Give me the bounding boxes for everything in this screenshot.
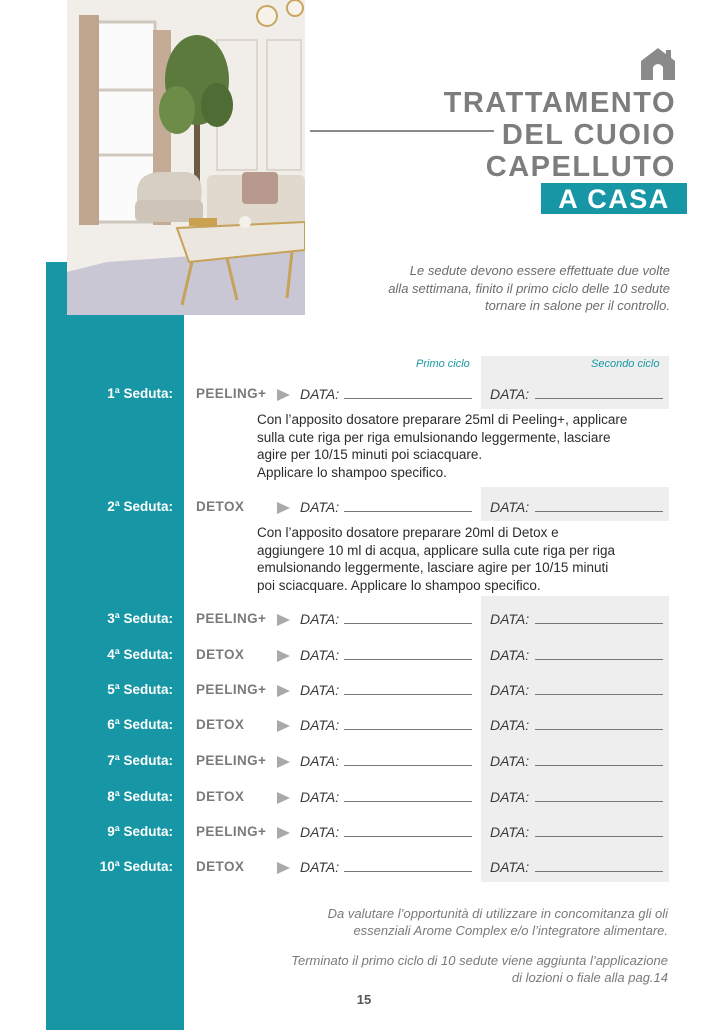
arrow-right-icon [277, 389, 290, 401]
instruction-line: Con l’apposito dosatore preparare 25ml di Peeling+, applicare [257, 412, 628, 427]
home-icon [640, 47, 676, 81]
footer-note-lotions [228, 952, 668, 986]
arrow-right-icon [277, 685, 290, 697]
date-label-second: DATA: [490, 789, 530, 805]
date-field-first[interactable] [344, 659, 472, 660]
session-product: PEELING+ [196, 386, 267, 401]
session-row [0, 750, 728, 772]
date-label-first: DATA: [300, 682, 340, 698]
date-field-first[interactable] [344, 623, 472, 624]
date-label-second: DATA: [490, 499, 530, 515]
date-field-second[interactable] [535, 836, 663, 837]
title-rule [310, 130, 494, 132]
intro-line: Le sedute devono essere effettuate due volte [409, 263, 670, 278]
date-field-first[interactable] [344, 729, 472, 730]
session-label: 4ª Seduta: [107, 647, 173, 662]
date-field-second[interactable] [535, 801, 663, 802]
date-label-second: DATA: [490, 682, 530, 698]
session-row [0, 714, 728, 736]
date-field-second[interactable] [535, 694, 663, 695]
session-label: 3ª Seduta: [107, 611, 173, 626]
session-row [0, 786, 728, 808]
date-label-second: DATA: [490, 717, 530, 733]
date-label-first: DATA: [300, 611, 340, 627]
intro-line: tornare in salone per il controllo. [485, 298, 670, 313]
session-label: 9ª Seduta: [107, 824, 173, 839]
instruction-line: agire per 10/15 minuti poi sciacquare. [257, 447, 483, 462]
instruction-line: sulla cute riga per riga emulsionando leggermente, lasciare [257, 429, 611, 445]
session-row [0, 821, 728, 843]
peeling-instructions [257, 411, 677, 481]
session-label: 10ª Seduta: [99, 859, 173, 874]
column-header-second-cycle: Secondo ciclo [591, 358, 660, 370]
date-field-first[interactable] [344, 765, 472, 766]
date-label-first: DATA: [300, 824, 340, 840]
session-row [0, 644, 728, 666]
session-label: 5ª Seduta: [107, 682, 173, 697]
title-highlight: A CASA [541, 183, 687, 214]
date-field-first[interactable] [344, 801, 472, 802]
session-label: 1ª Seduta: [107, 386, 173, 401]
session-product: DETOX [196, 859, 245, 874]
session-label: 8ª Seduta: [107, 789, 173, 804]
note-line: Da valutare l’opportunità di utilizzare in concomitanza gli oli [327, 906, 668, 921]
session-row [0, 383, 728, 405]
date-label-second: DATA: [490, 753, 530, 769]
note-line: di lozioni o fiale alla pag.14 [511, 970, 668, 985]
arrow-right-icon [277, 502, 290, 514]
session-label: 2ª Seduta: [107, 499, 173, 514]
date-label-second: DATA: [490, 824, 530, 840]
instruction-line: poi sciacquare. Applicare lo shampoo specifico. [257, 577, 541, 593]
session-label: 7ª Seduta: [107, 753, 173, 768]
date-label-first: DATA: [300, 499, 340, 515]
date-label-first: DATA: [300, 717, 340, 733]
session-product: DETOX [196, 647, 245, 662]
date-field-second[interactable] [535, 871, 663, 872]
date-field-second[interactable] [535, 659, 663, 660]
date-field-first[interactable] [344, 511, 472, 512]
session-product: PEELING+ [196, 682, 267, 697]
session-row [0, 679, 728, 701]
instruction-line: Applicare lo shampoo specifico. [257, 464, 447, 480]
session-row [0, 856, 728, 878]
instruction-line: aggiungere 10 ml di acqua, applicare sulla cute riga per riga [257, 542, 615, 558]
date-label-first: DATA: [300, 859, 340, 875]
session-product: PEELING+ [196, 753, 267, 768]
date-label-first: DATA: [300, 789, 340, 805]
arrow-right-icon [277, 720, 290, 732]
date-label-first: DATA: [300, 386, 340, 402]
date-label-second: DATA: [490, 859, 530, 875]
title-line-2: DEL CUOIO [501, 119, 676, 151]
arrow-right-icon [277, 827, 290, 839]
date-field-first[interactable] [344, 694, 472, 695]
title-line-3: CAPELLUTO [485, 151, 676, 183]
date-field-first[interactable] [344, 871, 472, 872]
footer-note-oils [228, 905, 668, 939]
arrow-right-icon [277, 650, 290, 662]
session-product: PEELING+ [196, 824, 267, 839]
instruction-line: emulsionando leggermente, lasciare agire per 10/15 minuti [257, 560, 609, 575]
date-label-second: DATA: [490, 611, 530, 627]
date-field-first[interactable] [344, 398, 472, 399]
arrow-right-icon [277, 756, 290, 768]
detox-instructions [257, 524, 677, 594]
session-label: 6ª Seduta: [107, 717, 173, 732]
arrow-right-icon [277, 792, 290, 804]
intro-text [330, 262, 670, 315]
date-field-second[interactable] [535, 623, 663, 624]
living-room-photo [67, 0, 305, 315]
session-product: DETOX [196, 499, 245, 514]
session-product: DETOX [196, 789, 245, 804]
column-header-first-cycle: Primo ciclo [416, 358, 470, 370]
session-product: DETOX [196, 717, 245, 732]
date-field-second[interactable] [535, 729, 663, 730]
arrow-right-icon [277, 862, 290, 874]
date-field-second[interactable] [535, 765, 663, 766]
date-label-second: DATA: [490, 647, 530, 663]
date-label-first: DATA: [300, 753, 340, 769]
session-product: PEELING+ [196, 611, 267, 626]
title-line-1: TRATTAMENTO [443, 87, 676, 119]
date-label-second: DATA: [490, 386, 530, 402]
page-number: 15 [356, 992, 372, 1007]
session-row [0, 608, 728, 630]
arrow-right-icon [277, 614, 290, 626]
date-field-second[interactable] [535, 398, 663, 399]
intro-line: alla settimana, finito il primo ciclo delle 10 sedute [388, 280, 670, 296]
date-field-second[interactable] [535, 511, 663, 512]
instruction-line: Con l’apposito dosatore preparare 20ml di Detox e [257, 525, 559, 540]
note-line: essenziali Arome Complex e/o l’integratore alimentare. [353, 923, 668, 938]
date-label-first: DATA: [300, 647, 340, 663]
date-field-first[interactable] [344, 836, 472, 837]
note-line: Terminato il primo ciclo di 10 sedute viene aggiunta l’applicazione [291, 953, 668, 968]
session-row [0, 496, 728, 518]
